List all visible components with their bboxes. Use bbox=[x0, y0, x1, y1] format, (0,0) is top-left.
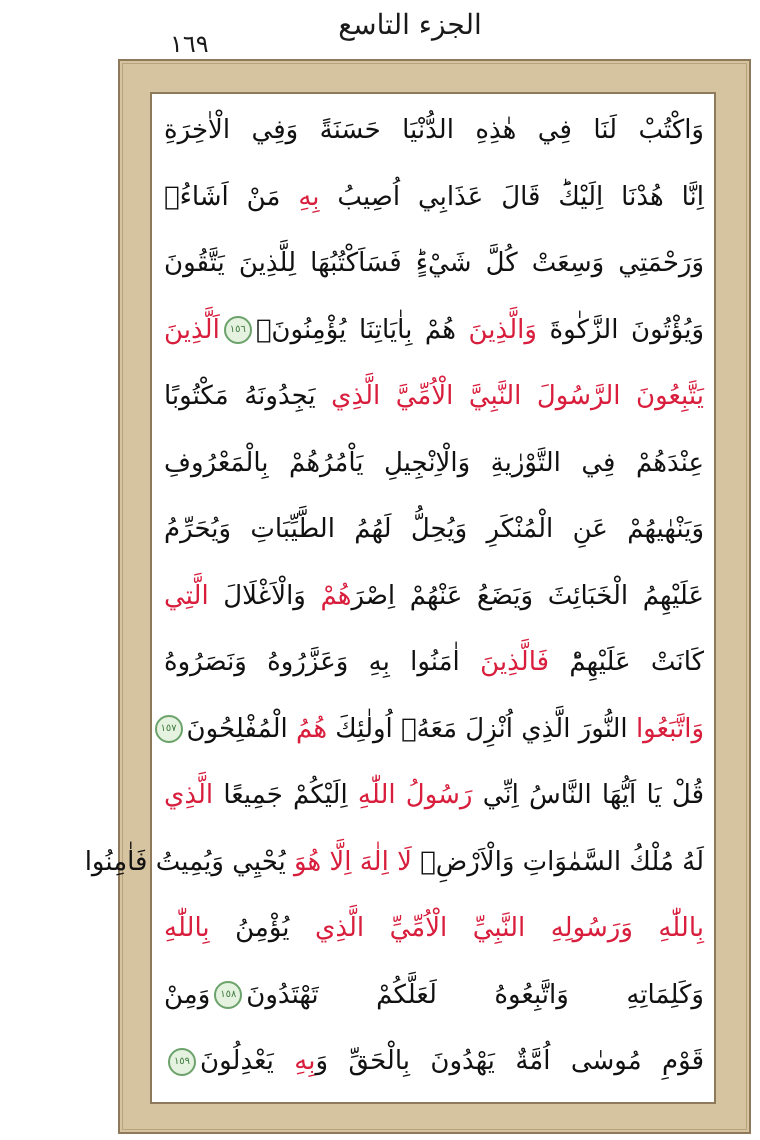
highlighted-text: يَتَّبِعُونَ الرَّسُولَ النَّبِيَّ الْاُمِّيَّ الَّذِي bbox=[331, 381, 704, 411]
verse-text: يُحْيِي وَيُمِيتُ فَاٰمِنُوا bbox=[84, 846, 295, 877]
highlighted-text: رَسُولُ اللّٰهِ bbox=[357, 780, 473, 810]
highlighted-text: هُمُ bbox=[296, 713, 328, 744]
text-line bbox=[164, 433, 704, 493]
highlighted-text: بِهِ bbox=[298, 181, 320, 212]
ayah-number-marker: ١٥٦ bbox=[224, 316, 252, 344]
verse-text: قُلْ يَا اَيُّهَا النَّاسُ اِنِّي bbox=[472, 780, 704, 810]
ayah-number-marker: ١٥٨ bbox=[214, 981, 242, 1009]
verse-text: يَجِدُونَهُ مَكْتُوبًا bbox=[164, 381, 332, 411]
verse-text: يُؤْمِنُ bbox=[209, 913, 315, 943]
highlighted-text: الَّذِي bbox=[164, 780, 214, 810]
highlighted-text: وَالَّذِينَ bbox=[468, 314, 537, 345]
verse-text: يَعْدِلُونَ bbox=[200, 1046, 295, 1076]
verse-text: اِلَيْكُمْ جَمِيعًا bbox=[213, 780, 358, 810]
text-line bbox=[164, 632, 704, 692]
highlighted-text: بِاللّٰهِ bbox=[164, 913, 210, 943]
verse-text: اٰمَنُوا بِهِ وَعَزَّرُوهُ وَنَصَرُوهُ bbox=[164, 647, 481, 677]
highlighted-text: هُمْ bbox=[320, 580, 352, 611]
verse-text: وَالْاَغْلَالَ bbox=[208, 580, 321, 611]
verse-text: الْمُفْلِحُونَ bbox=[186, 713, 297, 744]
text-line bbox=[164, 898, 704, 958]
highlighted-text: وَاتَّبَعُوا bbox=[635, 713, 704, 744]
verse-text: وَكَلِمَاتِهِ وَاتَّبِعُوهُ لَعَلَّكُمْ تَهْتَدُونَ bbox=[246, 979, 704, 1010]
highlighted-text: اَلَّذِينَ bbox=[164, 314, 220, 345]
highlighted-text: بِهِ bbox=[294, 1046, 316, 1076]
text-line bbox=[160, 699, 704, 759]
juz-title: الجزء التاسع bbox=[338, 8, 482, 41]
ayah-number-marker: ١٥٧ bbox=[155, 715, 183, 743]
text-line bbox=[164, 1031, 704, 1091]
text-line bbox=[164, 233, 704, 293]
verse-text: لَهُ مُلْكُ السَّمٰوَاتِ وَالْاَرْضِۚ bbox=[411, 846, 704, 877]
verse-text: كَانَتْ عَلَيْهِمْؕ bbox=[549, 647, 704, 677]
verse-text: وَرَحْمَتِي وَسِعَتْ كُلَّ شَيْءٍؕ فَسَاَكْتُبُهَا لِلَّذِينَ يَتَّقُونَ bbox=[164, 248, 704, 278]
text-line bbox=[84, 832, 704, 892]
text-line bbox=[164, 366, 704, 426]
text-line bbox=[164, 765, 704, 825]
verse-text: قَوْمِ مُوسٰى اُمَّةٌ يَهْدُونَ بِالْحَقِّ وَ bbox=[315, 1046, 705, 1076]
verse-text: النُّورَ الَّذِي اُنْزِلَ مَعَهُۙ اُولٰئِكَ bbox=[327, 713, 636, 744]
verse-text: اِنَّا هُدْنَا اِلَيْكَؕ قَالَ عَذَابِي اُصِيبُ bbox=[319, 181, 704, 212]
text-line bbox=[164, 100, 704, 160]
verse-text: وَاكْتُبْ لَنَا فِي هٰذِهِ الدُّنْيَا حَسَنَةً وَفِي الْاٰخِرَةِ bbox=[164, 115, 704, 145]
verse-text: وَيُؤْتُونَ الزَّكٰوةَ bbox=[536, 314, 704, 345]
page-header bbox=[0, 0, 760, 58]
text-line bbox=[164, 300, 704, 360]
ayah-number-marker: ١٥٩ bbox=[168, 1048, 196, 1076]
highlighted-text: فَالَّذِينَ bbox=[480, 647, 550, 677]
verse-text: وَمِنْ bbox=[164, 979, 211, 1010]
text-line bbox=[164, 499, 704, 559]
text-line bbox=[164, 566, 704, 626]
text-line bbox=[164, 965, 704, 1025]
highlighted-text: بِاللّٰهِ وَرَسُولِهِ النَّبِيِّ الْاُمِّيِّ الَّذِي bbox=[314, 913, 704, 943]
verse-text: مَنْ اَشَاءُۚ bbox=[164, 181, 299, 212]
verse-text: هُمْ بِاٰيَاتِنَا يُؤْمِنُونَۚ bbox=[255, 314, 469, 345]
verse-text: عَلَيْهِمُ الْخَبَائِثَ وَيَضَعُ عَنْهُمْ اِصْرَ bbox=[351, 580, 704, 611]
page-number: ١٦٩ bbox=[170, 30, 209, 58]
verse-text: وَيَنْهٰيهُمْ عَنِ الْمُنْكَرِ وَيُحِلُّ لَهُمُ الطَّيِّبَاتِ وَيُحَرِّمُ bbox=[164, 514, 704, 544]
text-line bbox=[164, 167, 704, 227]
quran-text-block bbox=[84, 100, 705, 1100]
highlighted-text: لَا اِلٰهَ اِلَّا هُوَ bbox=[294, 846, 412, 877]
highlighted-text: الَّتِي bbox=[164, 580, 209, 611]
verse-text: عِنْدَهُمْ فِي التَّوْرٰيةِ وَالْاِنْجِيلِ يَاْمُرُهُمْ بِالْمَعْرُوفِ bbox=[164, 447, 704, 478]
